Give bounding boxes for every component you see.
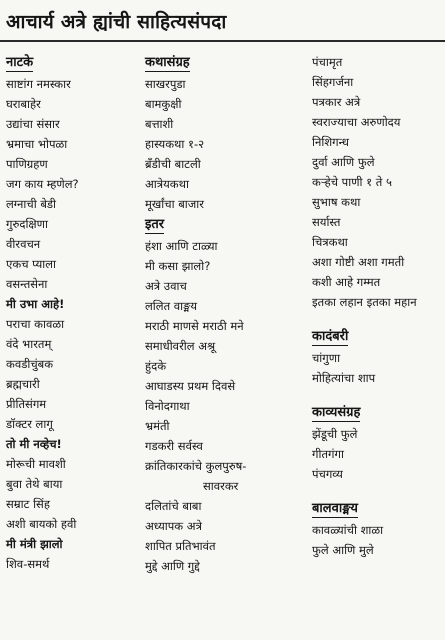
list-item: क्रांतिकारकांचे कुलपुरुष-: [145, 459, 247, 473]
list-item: पत्रकार अत्रे: [312, 95, 361, 109]
list-item: हुंदके: [145, 359, 167, 373]
page-title: आचार्य अत्रे ह्यांची साहित्यसंपदा: [6, 11, 227, 33]
list-item: भ्रमंती: [145, 419, 170, 433]
list-item: डॉक्टर लागू: [6, 417, 53, 431]
spacer: [312, 312, 445, 326]
list-item: कऱ्हेचे पाणी १ ते ५: [312, 175, 392, 189]
list-item: घराबाहेर: [6, 97, 41, 111]
section-heading-childrens-literature: बालवाङ्मय: [312, 501, 358, 516]
list-item: मुद्दे आणि गुद्दे: [145, 559, 200, 573]
list-item: अशी बायको हवी: [6, 517, 77, 531]
list-item: पराचा कावळा: [6, 317, 65, 331]
list-item: चांगुणा: [312, 351, 341, 365]
list-item: मोहित्यांचा शाप: [312, 371, 376, 385]
section-heading-poetry: काव्यसंग्रह: [312, 405, 361, 420]
list-item: वीरवचन: [6, 237, 41, 251]
list-item: सम्राट सिंह: [6, 497, 50, 511]
list-item: सुभाष कथा: [312, 195, 361, 209]
list-item: सर्यास्त: [312, 215, 341, 229]
list-item: पंचामृत: [312, 55, 343, 69]
list-item: ललित वाङ्मय: [145, 299, 198, 313]
list-item: मी कसा झालो?: [145, 259, 211, 273]
list-item: मी मंत्री झालो: [6, 537, 63, 551]
list-item: अध्यापक अत्रे: [145, 519, 202, 533]
list-item: जग काय म्हणेल?: [6, 177, 79, 191]
list-item: स्वराज्याचा अरुणोदय: [312, 115, 401, 129]
list-item: गुरुदक्षिणा: [6, 217, 48, 231]
list-item: हंशा आणि टाळ्या: [145, 239, 218, 253]
list-item: चित्रकथा: [312, 235, 348, 249]
list-item: आघाडस्य प्रथम दिवसे: [145, 379, 236, 393]
spacer: [312, 388, 445, 402]
list-item: दलितांचे बाबा: [145, 499, 202, 513]
title-divider: [0, 40, 445, 42]
list-item: प्रीतिसंगम: [6, 397, 47, 411]
list-item: भ्रमाचा भोपळा: [6, 137, 68, 151]
spacer: [312, 484, 445, 498]
list-item: वसन्तसेना: [6, 277, 48, 291]
list-item: विनोदगाथा: [145, 399, 190, 413]
list-item: साखरपुडा: [145, 77, 186, 91]
list-item: आत्रेयकथा: [145, 177, 189, 191]
list-item: अत्रे उवाच: [145, 279, 187, 293]
list-item: मूर्खांचा बाजार: [145, 197, 204, 211]
list-item: लग्नाची बेडी: [6, 197, 57, 211]
section-heading-stories: कथासंग्रह: [145, 55, 190, 70]
list-item: ब्रह्मचारी: [6, 377, 40, 391]
list-item: झेंडूची फुले: [312, 427, 358, 441]
list-item: गीतगंगा: [312, 447, 344, 461]
list-item: बत्ताशी: [145, 117, 174, 131]
list-item: शिव-समर्थ: [6, 557, 50, 571]
misc-column: [312, 52, 445, 560]
list-item: बामकुक्षी: [145, 97, 182, 111]
list-item: तो मी नव्हेच!: [6, 437, 62, 451]
list-item: उद्यांचा संसार: [6, 117, 60, 131]
list-item: इतका लहान इतका महान: [312, 295, 417, 309]
list-item: निशिगन्ध: [312, 135, 349, 149]
list-item: दुर्वा आणि फुले: [312, 155, 375, 169]
list-item: मराठी माणसे मराठी मने: [145, 319, 244, 333]
list-item-continuation: सावरकर: [203, 479, 239, 493]
list-item: फुले आणि मुले: [312, 543, 374, 557]
list-item: पाणिग्रहण: [6, 157, 48, 171]
list-item: वंदे भारतम्: [6, 337, 52, 351]
list-item: मोरूची मावशी: [6, 457, 66, 471]
list-item: कशी आहे गम्मत: [312, 275, 381, 289]
list-item: शापित प्रतिभावंत: [145, 539, 216, 553]
stories-column: [145, 52, 295, 576]
list-item: पंचगव्य: [312, 467, 343, 481]
list-item: सिंहगर्जना: [312, 75, 354, 89]
list-item: कावळ्यांची शाळा: [312, 523, 384, 537]
section-heading-other: इतर: [145, 217, 165, 232]
list-item: कवडीचुंबक: [6, 357, 54, 371]
list-item: गडकरी सर्वस्व: [145, 439, 203, 453]
list-item: मी उभा आहे!: [6, 297, 65, 311]
list-item: बुवा तेथे बाया: [6, 477, 63, 491]
list-item: ब्रँडीची बाटली: [145, 157, 201, 171]
list-item: साष्टांग नमस्कार: [6, 77, 71, 91]
list-item: एकच प्याला: [6, 257, 57, 271]
section-heading-novels: कादंबरी: [312, 329, 349, 344]
section-heading-plays: नाटके: [6, 55, 34, 70]
list-item: समाधीवरील अश्रू: [145, 339, 216, 353]
plays-column: [6, 52, 156, 574]
list-item: हास्यकथा १-२: [145, 137, 205, 151]
list-item: अशा गोष्टी अशा गमती: [312, 255, 405, 269]
